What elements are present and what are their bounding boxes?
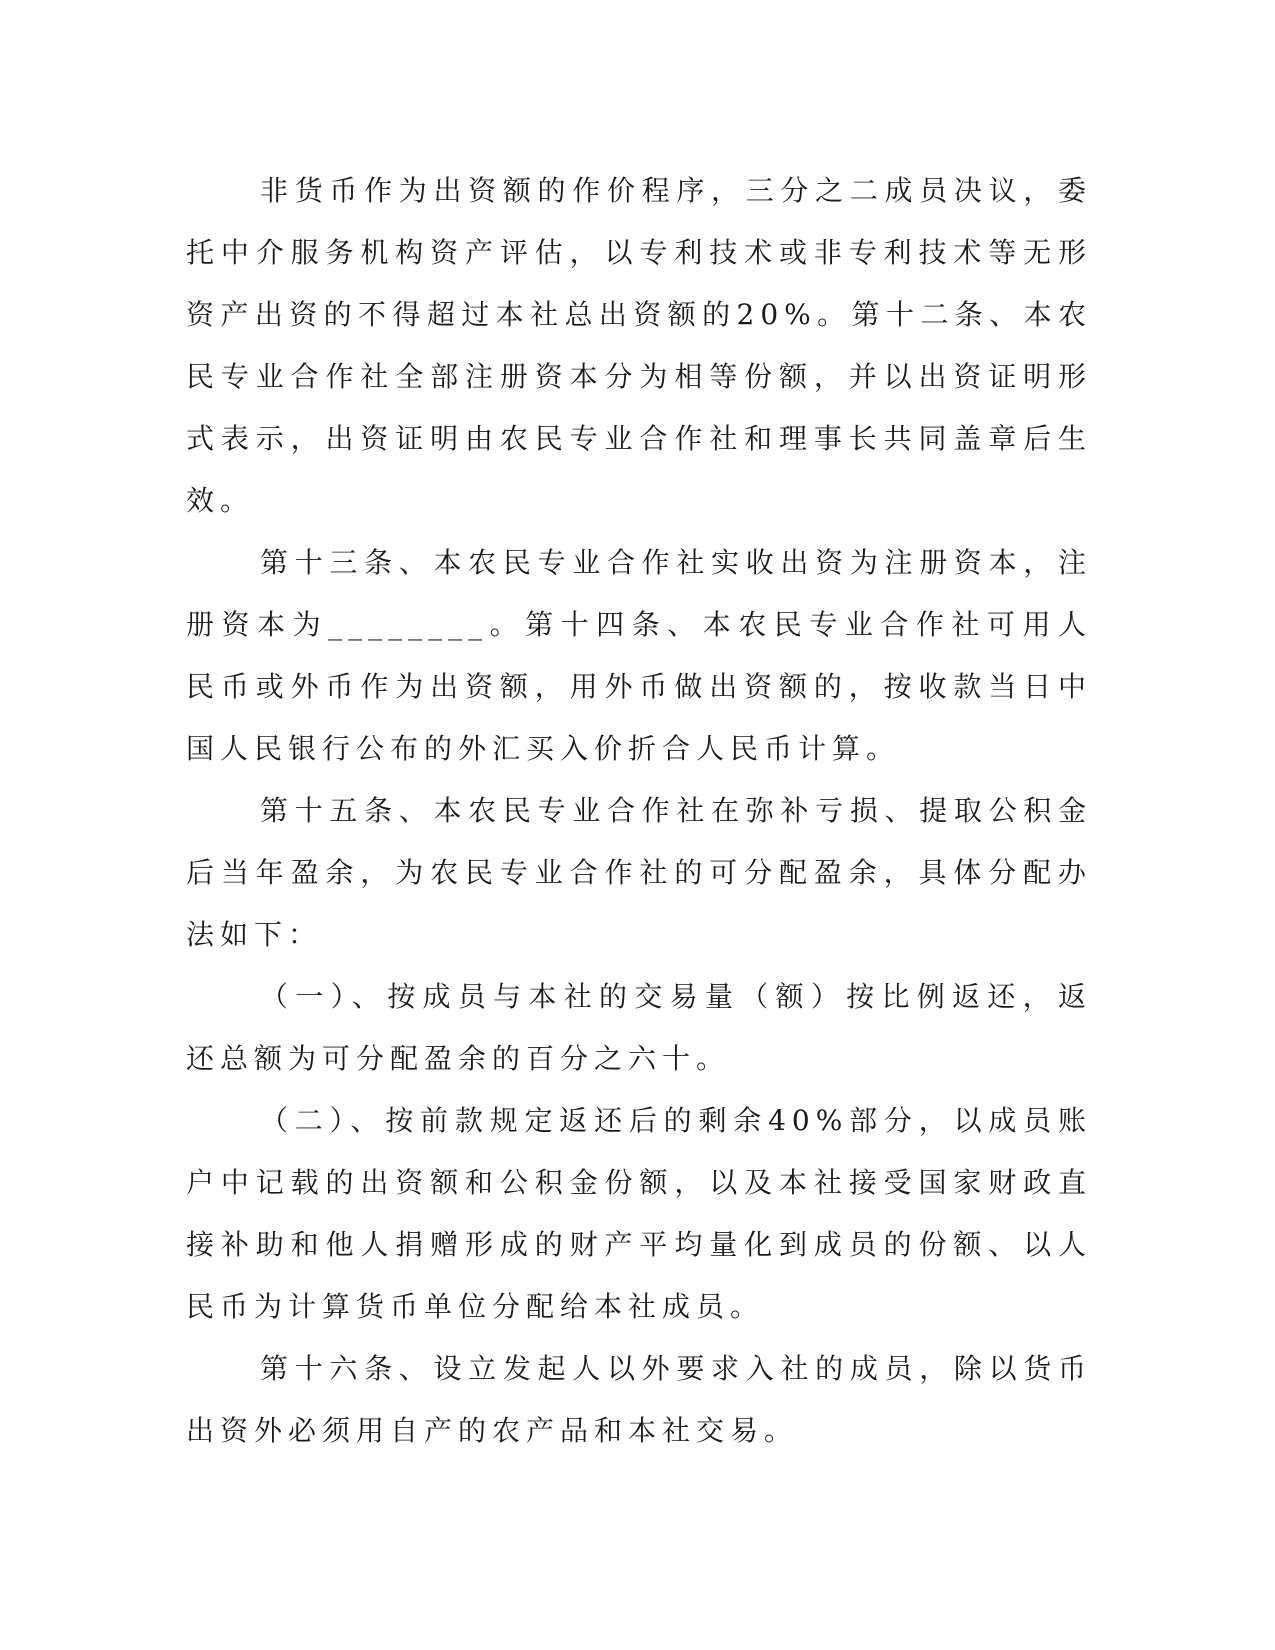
paragraph-item-1: （一）、按成员与本社的交易量（额）按比例返还，返还总额为可分配盈余的百分之六十。: [186, 980, 1092, 1075]
paragraph-item-2: （二）、按前款规定返还后的剩余40%部分，以成员账户中记载的出资额和公积金份额，以及本社接受国家财政直接补助和他人捐赠形成的财产平均量化到成员的份额、以人民币为计算货币单位分配给本社成员。: [186, 1104, 1092, 1323]
document-body: [186, 160, 1092, 1462]
paragraph-valuation: 非货币作为出资额的作价程序，三分之二成员决议，委托中介服务机构资产评估，以专利技术或非专利技术等无形资产出资的不得超过本社总出资额的20%。第十二条、本农民专业合作社全部注册资本分为相等份额，并以出资证明形式表示，出资证明由农民专业合作社和理事长共同盖章后生效。: [186, 174, 1092, 517]
paragraph-article-16: 第十六条、设立发起人以外要求入社的成员，除以货币出资外必须用自产的农产品和本社交易。: [186, 1352, 1092, 1447]
paragraph-article-13-14: 第十三条、本农民专业合作社实收出资为注册资本，注册资本为________。第十四条、本农民专业合作社可用人民币或外币作为出资额，用外币做出资额的，按收款当日中国人民银行公布的外汇买入价折合人民币计算。: [186, 546, 1092, 765]
paragraph-article-15: 第十五条、本农民专业合作社在弥补亏损、提取公积金后当年盈余，为农民专业合作社的可分配盈余，具体分配办法如下：: [186, 794, 1092, 951]
